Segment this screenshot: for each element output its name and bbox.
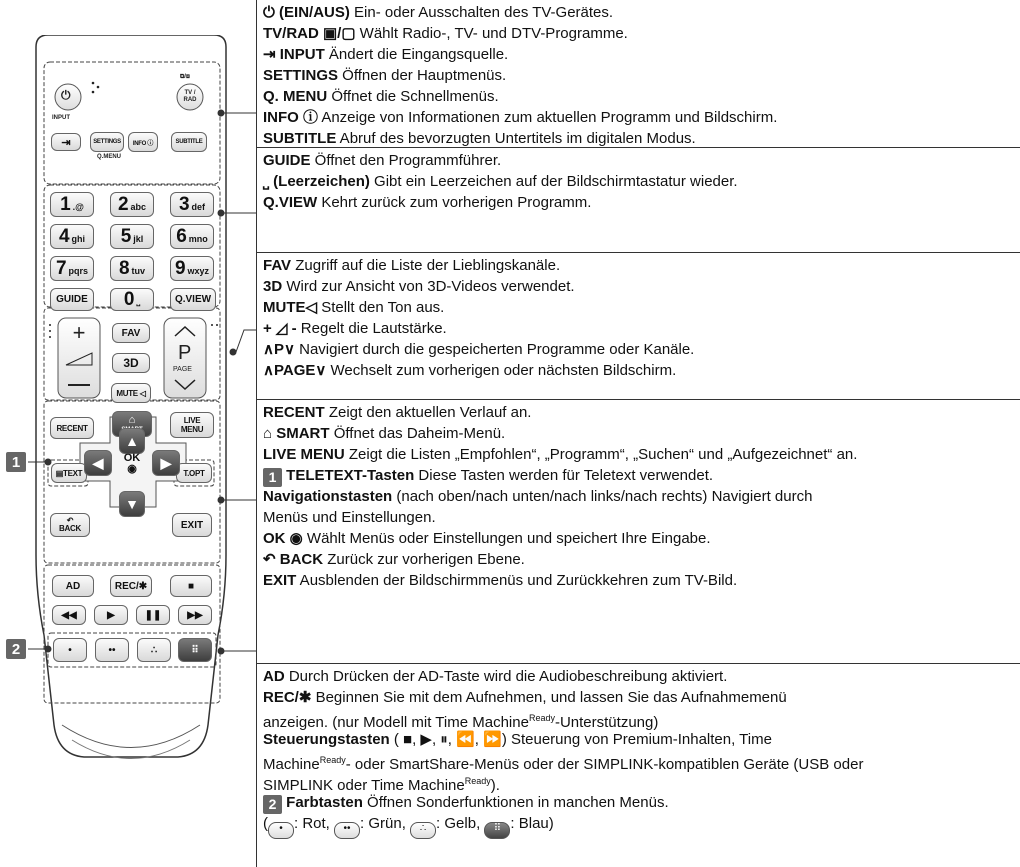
superscript-ready: Ready — [464, 776, 491, 786]
description-line — [263, 750, 1020, 771]
number-badge: 1 — [263, 468, 282, 487]
key-description-cont: -Unterstützung) — [554, 714, 659, 731]
key-name: MUTE◁ — [263, 299, 318, 316]
description-line — [263, 465, 1020, 486]
ad-button[interactable]: AD — [52, 575, 94, 597]
pause-button[interactable]: ❚❚ — [136, 605, 170, 625]
description-section-3 — [257, 253, 1020, 400]
key-name: ⌂ SMART — [263, 425, 330, 442]
key-description: Gibt ein Leerzeichen auf der Bildschirmtastatur wieder. — [369, 173, 738, 190]
key-name: Q.VIEW — [263, 194, 318, 211]
key-name: EXIT — [263, 572, 297, 589]
key-description: Wählt Radio-, TV- und DTV-Programme. — [355, 25, 628, 42]
qmenu-label: Q.MENU — [97, 154, 121, 160]
key-name: RECENT — [263, 404, 325, 421]
number-letters: .@ — [72, 201, 84, 212]
left-arrow-button[interactable]: ◀ — [84, 450, 112, 476]
key-description: Diese Tasten werden für Teletext verwendet. — [414, 467, 714, 484]
description-line — [263, 192, 1020, 213]
color-label: : Grün, — [360, 815, 411, 832]
color-button-icon: • — [268, 822, 294, 839]
key-description: Wird zur Ansicht von 3D-Videos verwendet. — [282, 278, 575, 295]
description-line — [263, 2, 1020, 23]
key-description: Ein- oder Ausschalten des TV-Gerätes. — [349, 4, 614, 21]
description-line — [263, 339, 1020, 360]
fast-forward-button[interactable]: ▶▶ — [178, 605, 212, 625]
guide-button[interactable]: GUIDE — [50, 288, 94, 311]
superscript-ready: Ready — [319, 755, 346, 765]
description-line — [263, 150, 1020, 171]
description-line — [263, 86, 1020, 107]
description-line — [263, 297, 1020, 318]
color-button-icon: ⠿ — [484, 822, 510, 839]
description-section-5 — [257, 664, 1020, 867]
play-button[interactable]: ▶ — [94, 605, 128, 625]
number-digit: 3 — [178, 193, 190, 215]
3d-button[interactable]: 3D — [112, 353, 150, 373]
description-line — [263, 65, 1020, 86]
right-arrow-button[interactable]: ▶ — [152, 450, 180, 476]
green-button[interactable]: •• — [95, 638, 129, 662]
number-letters: abc — [130, 201, 147, 212]
blue-button[interactable]: ⠿ — [178, 638, 212, 662]
back-icon: ↶ — [66, 516, 74, 525]
up-arrow-button[interactable]: ▲ — [119, 428, 145, 454]
description-line — [263, 402, 1020, 423]
description-line — [263, 486, 1020, 507]
description-line — [263, 360, 1020, 381]
key-name: ∧P∨ — [263, 341, 295, 358]
key-description: SIMPLINK oder Time Machine — [263, 777, 465, 794]
zero-digit: 0 — [123, 288, 135, 310]
key-description: Abruf des bevorzugten Untertitels im digitalen Modus. — [336, 130, 696, 147]
key-name: TELETEXT-Tasten — [282, 467, 415, 484]
key-description: anzeigen. (nur Modell mit Time Machine — [263, 714, 529, 731]
key-description: Öffnet den Programmführer. — [310, 152, 502, 169]
key-name: OK ◉ — [263, 530, 303, 547]
text-button[interactable]: ▤TEXT — [51, 463, 87, 483]
live-label: LIVE — [183, 416, 201, 425]
exit-button[interactable]: EXIT — [172, 513, 212, 537]
badge-1: 1 — [6, 452, 26, 472]
key-name: ⎵ (Leerzeichen) — [263, 173, 370, 190]
number-digit: 9 — [174, 257, 186, 279]
number-digit: 5 — [120, 225, 132, 247]
key-description: Regelt die Lautstärke. — [296, 320, 447, 337]
key-name: + ◿ - — [263, 320, 297, 337]
description-line — [263, 507, 1020, 528]
rewind-button[interactable]: ◀◀ — [52, 605, 86, 625]
key-description: Beginnen Sie mit dem Aufnehmen, und lassen Sie das Aufnahmemenü — [311, 689, 787, 706]
key-description: Zurück zur vorherigen Ebene. — [323, 551, 525, 568]
number-badge: 2 — [263, 795, 282, 814]
description-section-1 — [257, 0, 1020, 148]
recent-button[interactable]: RECENT — [50, 417, 94, 439]
key-description: Zugriff auf die Liste der Lieblingskanäle. — [291, 257, 561, 274]
ok-icon: ◉ — [127, 463, 137, 475]
superscript-ready: Ready — [528, 713, 555, 723]
key-description: Öffnet das Daheim-Menü. — [329, 425, 506, 442]
leader-lines — [0, 0, 260, 867]
key-description: Öffnet die Schnellmenüs. — [327, 88, 499, 105]
tvrad-button[interactable]: TV / RAD — [183, 90, 197, 103]
key-name: TV/RAD ▣/▢ — [263, 25, 356, 42]
color-button-icon: ∴ — [410, 822, 436, 839]
key-name: Q. MENU — [263, 88, 328, 105]
back-label: BACK — [59, 524, 81, 533]
description-line — [263, 255, 1020, 276]
number-letters: ghi — [71, 233, 86, 244]
key-name: SETTINGS — [263, 67, 339, 84]
number-letters: jkl — [133, 233, 144, 244]
red-button[interactable]: • — [53, 638, 87, 662]
description-line — [263, 570, 1020, 591]
number-digit: 2 — [117, 193, 129, 215]
description-line — [263, 528, 1020, 549]
key-name: 3D — [263, 278, 283, 295]
ok-label: OK — [123, 452, 141, 464]
input-label: INPUT — [52, 115, 70, 121]
key-name: Navigationstasten — [263, 488, 393, 505]
description-line — [263, 318, 1020, 339]
number-letters: tuv — [131, 265, 146, 276]
number-digit: 7 — [55, 257, 67, 279]
svg-text:+: + — [72, 320, 86, 345]
number-letters: wxyz — [187, 265, 210, 276]
description-table — [256, 0, 1020, 867]
key-description: Stellt den Ton aus. — [317, 299, 445, 316]
down-arrow-button[interactable]: ▼ — [119, 491, 145, 517]
key-name: ↶ BACK — [263, 551, 324, 568]
key-name: ⇥ INPUT — [263, 46, 325, 63]
color-label: : Blau) — [510, 815, 554, 832]
description-line — [263, 276, 1020, 297]
key-description-cont: ). — [490, 777, 500, 794]
settings-button[interactable]: SETTINGS — [90, 132, 124, 152]
key-name: LIVE MENU — [263, 446, 345, 463]
key-name: ∧PAGE∨ — [263, 362, 327, 379]
key-name: SUBTITLE — [263, 130, 337, 147]
menu-label: MENU — [180, 425, 204, 434]
subtitle-button[interactable]: SUBTITLE — [171, 132, 207, 152]
info-button[interactable]: INFO ⓘ — [128, 132, 158, 152]
description-line — [263, 128, 1020, 149]
power-icon[interactable]: ⏻ — [61, 88, 71, 102]
description-section-4 — [257, 400, 1020, 664]
stop-button[interactable]: ■ — [170, 575, 212, 597]
legend-paren: ( — [263, 815, 268, 832]
number-letters: mno — [188, 233, 208, 244]
description-line — [263, 813, 1020, 834]
key-description-cont: - oder SmartShare-Menüs oder der SIMPLINK-kompatiblen Geräte (USB oder — [345, 756, 864, 773]
home-icon: ⌂ — [128, 413, 136, 426]
qview-button[interactable]: Q.VIEW — [170, 288, 216, 311]
description-line — [263, 44, 1020, 65]
description-line — [263, 549, 1020, 570]
key-name: GUIDE — [263, 152, 311, 169]
number-digit: 1 — [60, 193, 71, 215]
key-description: Kehrt zurück zum vorherigen Programm. — [317, 194, 592, 211]
input-button[interactable]: ⇥ — [51, 133, 81, 151]
key-description: Menüs und Einstellungen. — [263, 509, 436, 526]
key-name: INFO ⓘ — [263, 109, 318, 126]
key-name: FAV — [263, 257, 292, 274]
mute-button[interactable]: MUTE ◁ — [111, 383, 151, 403]
key-description: Zeigt den aktuellen Verlauf an. — [324, 404, 532, 421]
key-description: Anzeige von Informationen zum aktuellen Programm und Bildschirm. — [318, 109, 778, 126]
page-label: PAGE — [173, 366, 192, 373]
key-name: REC/✱ — [263, 689, 312, 706]
key-name: Steuerungstasten — [263, 731, 390, 748]
description-line — [263, 23, 1020, 44]
key-description: Zeigt die Listen „Empfohlen“, „Programm“, „Suchen“ und „Aufgezeichnet“ an. — [344, 446, 858, 463]
key-description: Machine — [263, 756, 320, 773]
key-name: Farbtasten — [282, 794, 363, 811]
key-description: Ändert die Eingangsquelle. — [324, 46, 509, 63]
key-description: Navigiert durch die gespeicherten Programme oder Kanäle. — [294, 341, 695, 358]
p-label: P — [178, 342, 192, 364]
description-line — [263, 423, 1020, 444]
description-line — [263, 444, 1020, 465]
yellow-button[interactable]: ∴ — [137, 638, 171, 662]
fav-button[interactable]: FAV — [112, 323, 150, 343]
number-digit: 4 — [58, 225, 70, 247]
number-digit: 8 — [118, 257, 130, 279]
description-line — [263, 708, 1020, 729]
description-line — [263, 687, 1020, 708]
key-description: Öffnen Sonderfunktionen in manchen Menüs. — [362, 794, 669, 811]
description-line — [263, 792, 1020, 813]
topt-button[interactable]: T.OPT — [176, 463, 212, 483]
color-button-icon: •• — [334, 822, 360, 839]
zero-space-sub: ⎵ — [136, 296, 141, 306]
number-letters: def — [191, 201, 206, 212]
key-description: Durch Drücken der AD-Taste wird die Audiobeschreibung aktiviert. — [284, 668, 728, 685]
key-description: ( ■, ▶, ⏸, ⏪, ⏩) Steuerung von Premium-Inhalten, Time — [389, 731, 772, 748]
number-digit: 6 — [176, 225, 187, 247]
tvrad-icon-label: ⧉/⧈ — [180, 74, 190, 80]
description-line — [263, 107, 1020, 128]
description-section-2 — [257, 148, 1020, 253]
description-line — [263, 666, 1020, 687]
description-line — [263, 171, 1020, 192]
key-name: AD — [263, 668, 285, 685]
key-description: Öffnen der Hauptmenüs. — [338, 67, 507, 84]
key-description: Wechselt zum vorherigen oder nächsten Bildschirm. — [326, 362, 677, 379]
description-line — [263, 729, 1020, 750]
key-description: (nach oben/nach unten/nach links/nach rechts) Navigiert durch — [392, 488, 813, 505]
key-name: ⏻ (EIN/AUS) — [263, 4, 350, 21]
color-label: : Rot, — [294, 815, 335, 832]
description-line — [263, 771, 1020, 792]
badge-2: 2 — [6, 639, 26, 659]
rec-button[interactable]: REC/✱ — [110, 575, 152, 597]
number-letters: pqrs — [68, 265, 89, 276]
key-description: Wählt Menüs oder Einstellungen und speichert Ihre Eingabe. — [302, 530, 711, 547]
key-description: Ausblenden der Bildschirmmenüs und Zurückkehren zum TV-Bild. — [296, 572, 738, 589]
color-label: : Gelb, — [436, 815, 485, 832]
